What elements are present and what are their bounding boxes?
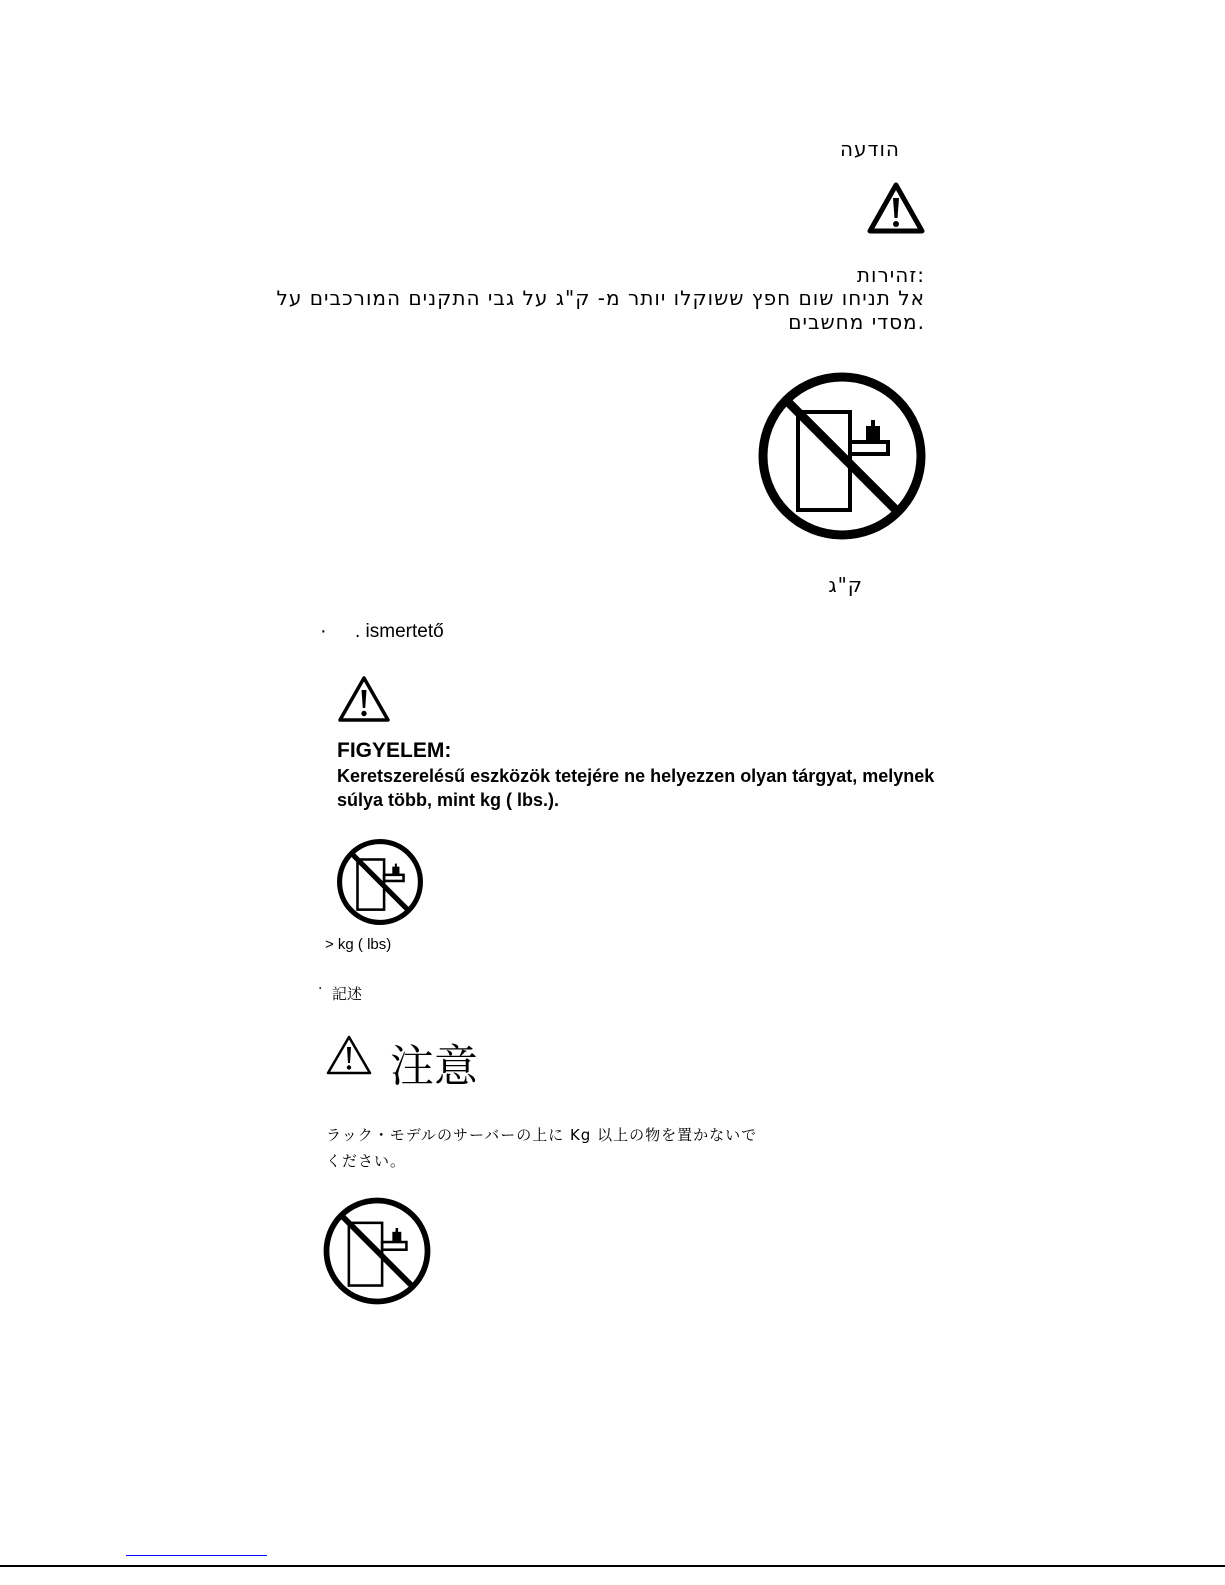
- bullet: ·: [320, 620, 327, 642]
- warning-triangle-icon: [336, 674, 392, 724]
- japanese-warning-line-2: ください。: [326, 1152, 407, 1170]
- hungarian-warning-line-2: súlya több, mint kg ( lbs.).: [337, 790, 560, 810]
- hungarian-warning-line-1: Keretszerelésű eszközök tetejére ne helyezzen olyan tárgyat, melynek: [337, 766, 935, 786]
- hungarian-weight-note: > kg ( lbs): [325, 936, 392, 953]
- hebrew-warning-line-1: אל תניחו שום חפץ ששוקלו יותר מ- ק"ג על גבי התקנים המורכבים על: [276, 286, 925, 310]
- hungarian-caution-label: FIGYELEM:: [337, 739, 452, 762]
- bullet: ·: [318, 981, 323, 997]
- no-weight-on-rack-icon: [756, 370, 928, 542]
- no-weight-on-rack-icon: [336, 838, 424, 926]
- hebrew-notice-heading: הודעה: [839, 137, 900, 161]
- japanese-warning-line-1: ラック・モデルのサーバーの上に Kg 以上の物を置かないで: [326, 1126, 758, 1144]
- hungarian-section-label: . ismertető: [355, 621, 444, 642]
- japanese-section-label: 記述: [332, 985, 363, 1003]
- no-weight-on-rack-icon: [322, 1196, 432, 1306]
- hebrew-weight-unit: ק"ג: [828, 573, 863, 597]
- japanese-caution-label: 注意: [390, 1041, 478, 1092]
- warning-triangle-icon: [325, 1034, 373, 1076]
- hebrew-caution-label: :זהירות: [856, 263, 925, 287]
- footnote-link-rule[interactable]: [126, 1555, 267, 1556]
- page-bottom-rule: [0, 1565, 1225, 1567]
- warning-triangle-icon: [866, 181, 926, 235]
- hebrew-warning-line-2: .מסדי מחשבים: [788, 310, 925, 334]
